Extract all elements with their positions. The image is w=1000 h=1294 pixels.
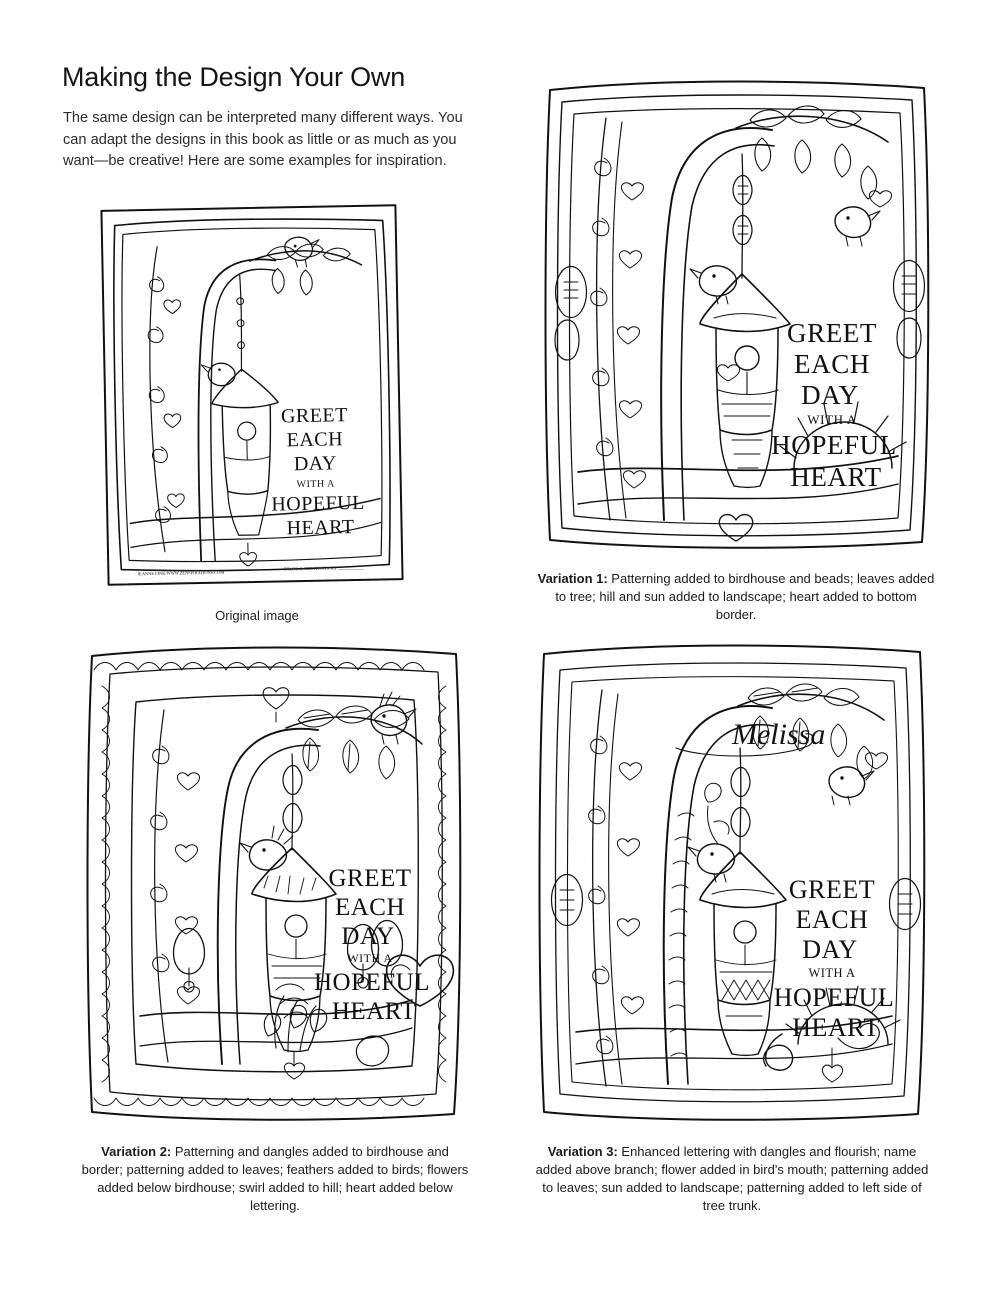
svg-text:GREET: GREET [280, 404, 349, 428]
artwork-variation-3 [532, 636, 932, 1131]
svg-text:DAY: DAY [802, 935, 858, 964]
caption-original-text: Original image [215, 608, 299, 623]
artwork-credit-left: JEANNE FINK/WWW.ZENSPIRATIONS.COM [137, 569, 225, 577]
svg-text:HEART: HEART [286, 516, 355, 540]
caption-variation-2 [80, 1143, 470, 1215]
artwork-variation-2 [80, 636, 470, 1131]
svg-text:EACH: EACH [795, 905, 869, 934]
svg-text:HEART: HEART [790, 462, 882, 492]
svg-text:WITH A: WITH A [808, 966, 856, 980]
svg-text:HEART: HEART [331, 998, 417, 1025]
svg-text:EACH: EACH [334, 894, 406, 921]
svg-text:GREET: GREET [787, 318, 877, 348]
artwork-name: Melissa [732, 718, 826, 751]
svg-text:HOPEFUL: HOPEFUL [773, 983, 895, 1012]
svg-text:DAY: DAY [293, 452, 338, 476]
artwork-variation-1 [536, 68, 936, 558]
caption-variation-1-label: Variation 1: [537, 571, 608, 586]
figure-variation-1 [536, 68, 936, 624]
caption-variation-2-text: Patterning and dangles added to birdhouse and border; patterning added to leaves; feathers added to birds; flowers added below birdhouse; swirl added to hill; heart added below lettering. [81, 1144, 469, 1213]
figure-original-image [102, 205, 412, 625]
svg-text:GREET: GREET [328, 865, 412, 892]
page-title: Making the Design Your Own [62, 62, 406, 92]
artwork-credit-right: COLOR & CREATIVITY BY ____________ [283, 564, 365, 572]
svg-text:GREET: GREET [788, 875, 876, 904]
caption-variation-2-label: Variation 2: [101, 1144, 172, 1159]
caption-variation-1 [536, 570, 936, 624]
figure-variation-2 [80, 636, 470, 1215]
svg-text:EACH: EACH [794, 349, 870, 379]
svg-text:DAY: DAY [341, 923, 395, 950]
svg-text:EACH: EACH [286, 428, 344, 452]
figure-variation-3 [532, 636, 932, 1215]
svg-text:HEART: HEART [792, 1013, 880, 1042]
caption-variation-3 [532, 1143, 932, 1215]
svg-text:HOPEFUL: HOPEFUL [771, 430, 897, 460]
caption-original [102, 607, 412, 625]
intro-paragraph: The same design can be interpreted many different ways. You can adapt the designs in this book as little or as much as you want—be creative! Here are some examples for inspiration. [63, 110, 463, 169]
caption-variation-1-text: Patterning added to birdhouse and beads; leaves added to tree; hill and sun added to landscape; heart added to bottom border. [555, 571, 935, 622]
caption-variation-3-label: Variation 3: [547, 1144, 618, 1159]
svg-text:WITH A: WITH A [347, 951, 393, 965]
caption-variation-3-text: Enhanced lettering with dangles and flourish; name added above branch; flower added in bird's mouth; patterning added to leaves; sun added to landscape; patterning added to left side of tree trunk. [535, 1144, 929, 1213]
svg-text:WITH A: WITH A [296, 478, 335, 491]
svg-text:HOPEFUL: HOPEFUL [313, 969, 431, 996]
svg-text:HOPEFUL: HOPEFUL [271, 491, 366, 516]
svg-text:DAY: DAY [801, 380, 859, 410]
artwork-original [98, 202, 405, 588]
svg-text:WITH A: WITH A [807, 412, 857, 427]
